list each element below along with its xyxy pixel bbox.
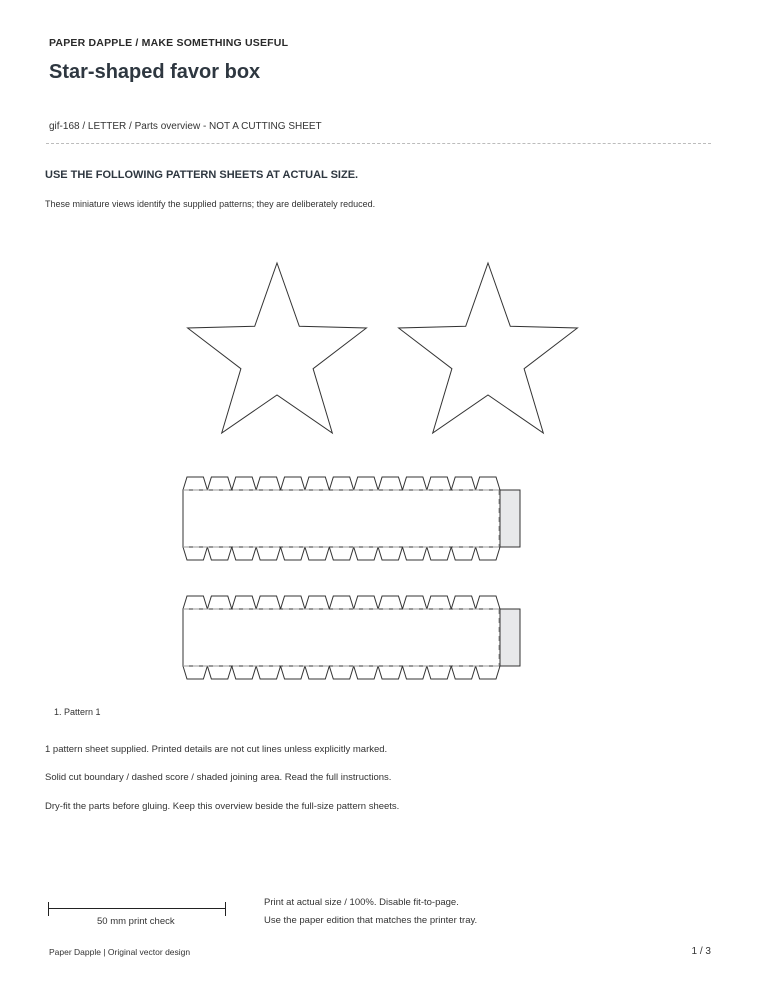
note-sheets-supplied: 1 pattern sheet supplied. Printed details are not cut lines unless explicitly marked. xyxy=(45,744,388,755)
print-note-actual-size: Print at actual size / 100%. Disable fit-to-page. xyxy=(264,897,459,908)
strip-2-top-tab xyxy=(207,596,231,609)
strip-1-bottom-tab xyxy=(378,547,402,560)
intro-text: These miniature views identify the supplied patterns; they are deliberately reduced. xyxy=(45,199,376,209)
strip-2-bottom-tab xyxy=(329,666,353,679)
strip-2-bottom-tab xyxy=(476,666,500,679)
star-panel-right xyxy=(399,263,578,433)
strip-1-top-tab xyxy=(354,477,378,490)
section-heading: USE THE FOLLOWING PATTERN SHEETS AT ACTUAL SIZE. xyxy=(45,169,359,181)
glue-flap-1 xyxy=(500,490,520,547)
pattern-overview-figure xyxy=(180,260,585,685)
strip-2-top-tab xyxy=(402,596,426,609)
strip-2-bottom-tab xyxy=(378,666,402,679)
strip-1-bottom-tab xyxy=(476,547,500,560)
strip-1-bottom-tab xyxy=(329,547,353,560)
strip-1-top-tab xyxy=(402,477,426,490)
strip-2-top-tab xyxy=(256,596,280,609)
strip-1-bottom-tab xyxy=(232,547,256,560)
strip-1-bottom-tab xyxy=(354,547,378,560)
strip-2-bottom-tab xyxy=(354,666,378,679)
print-note-paper: Use the paper edition that matches the printer tray. xyxy=(264,915,478,926)
strip-2-top-tab xyxy=(354,596,378,609)
scale-bar-label: 50 mm print check xyxy=(97,916,175,927)
strip-1-bottom-tab xyxy=(183,547,207,560)
page-number: 1 / 3 xyxy=(691,946,711,957)
strip-1-top-tab xyxy=(305,477,329,490)
strip-body-2 xyxy=(183,609,500,666)
strip-2-top-tab xyxy=(183,596,207,609)
strip-1-bottom-tab xyxy=(402,547,426,560)
strip-2-bottom-tab xyxy=(256,666,280,679)
strip-2-top-tab xyxy=(305,596,329,609)
strip-1-top-tab xyxy=(476,477,500,490)
strip-1-top-tab xyxy=(207,477,231,490)
page-title: Star-shaped favor box xyxy=(49,61,261,83)
strip-2-bottom-tab xyxy=(402,666,426,679)
strip-2-bottom-tab xyxy=(427,666,451,679)
brand-breadcrumb: PAPER DAPPLE / MAKE SOMETHING USEFUL xyxy=(49,37,289,49)
star-panel-left xyxy=(188,263,367,433)
strip-2-bottom-tab xyxy=(207,666,231,679)
strip-1-bottom-tab xyxy=(256,547,280,560)
strip-2-bottom-tab xyxy=(281,666,305,679)
strip-1-top-tab xyxy=(232,477,256,490)
strip-2-top-tab xyxy=(427,596,451,609)
footer-credit: Paper Dapple | Original vector design xyxy=(49,947,191,957)
strip-1-top-tab xyxy=(378,477,402,490)
strip-1-top-tab xyxy=(329,477,353,490)
glue-flap-2 xyxy=(500,609,520,666)
strip-2-top-tab xyxy=(281,596,305,609)
strip-2-bottom-tab xyxy=(232,666,256,679)
strip-1-top-tab xyxy=(256,477,280,490)
strip-2-bottom-tab xyxy=(451,666,475,679)
strip-2-top-tab xyxy=(378,596,402,609)
document-meta: gif-168 / LETTER / Parts overview - NOT A CUTTING SHEET xyxy=(49,121,322,132)
strip-1-bottom-tab xyxy=(281,547,305,560)
strip-2-top-tab xyxy=(232,596,256,609)
strip-1-top-tab xyxy=(183,477,207,490)
strip-2-bottom-tab xyxy=(305,666,329,679)
note-dry-fit: Dry-fit the parts before gluing. Keep this overview beside the full-size pattern sheets. xyxy=(45,801,400,812)
strip-1-bottom-tab xyxy=(451,547,475,560)
scale-bar xyxy=(48,902,226,916)
strip-1-bottom-tab xyxy=(427,547,451,560)
figure-caption: 1. Pattern 1 xyxy=(54,707,101,717)
strip-1-bottom-tab xyxy=(305,547,329,560)
strip-1-top-tab xyxy=(427,477,451,490)
strip-body-1 xyxy=(183,490,500,547)
header-divider xyxy=(46,143,711,144)
strip-2-top-tab xyxy=(451,596,475,609)
strip-1-top-tab xyxy=(281,477,305,490)
note-line-legend: Solid cut boundary / dashed score / shaded joining area. Read the full instructions. xyxy=(45,772,392,783)
strip-2-top-tab xyxy=(329,596,353,609)
strip-1-top-tab xyxy=(451,477,475,490)
strip-1-bottom-tab xyxy=(207,547,231,560)
strip-2-bottom-tab xyxy=(183,666,207,679)
strip-2-top-tab xyxy=(476,596,500,609)
